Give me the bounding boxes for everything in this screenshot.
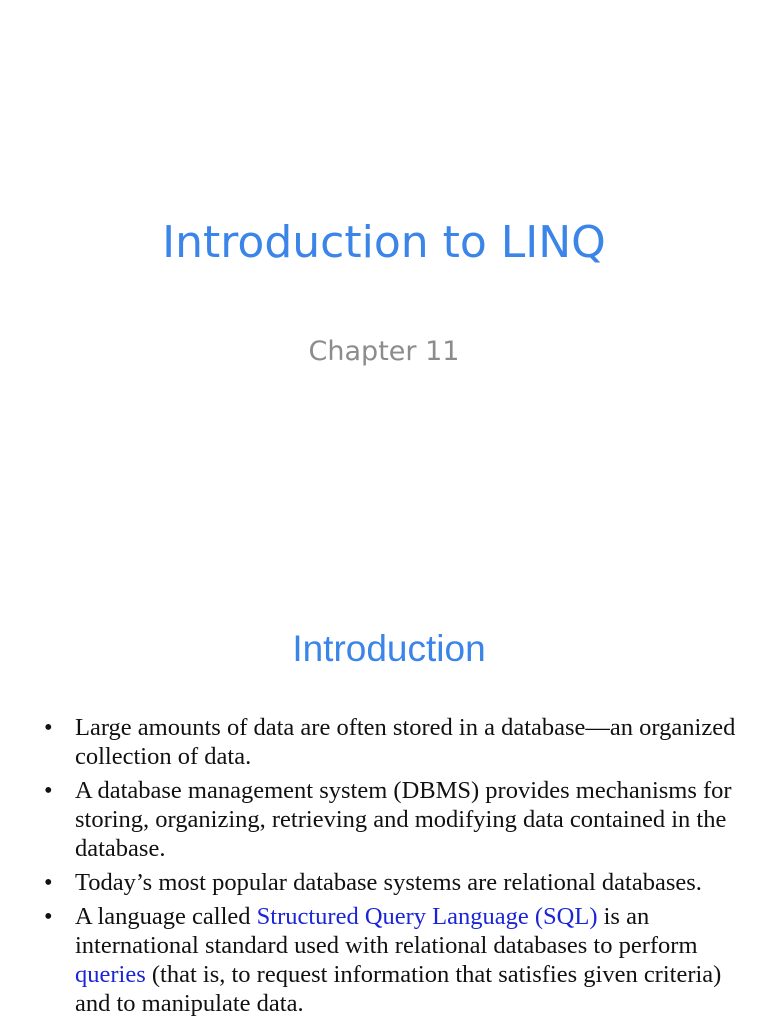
slide-subtitle: Chapter 11	[308, 336, 460, 367]
bullet-icon: •	[44, 714, 53, 741]
bullet-text: A language called	[75, 903, 257, 930]
bullet-text: Today’s most popular database systems are relational databases.	[75, 869, 702, 896]
bullet-text: is an international standard used with relational databases to perform	[75, 903, 698, 959]
queries-link[interactable]: queries	[75, 961, 146, 988]
bullet-text: A database management system (DBMS) provides mechanisms for storing, organizing, retrieving and modifying data contained in the database.	[75, 777, 732, 862]
bullet-icon: •	[44, 869, 53, 896]
bullet-text: Large amounts of data are often stored in a database—an organized collection of data.	[75, 714, 736, 770]
bullet-text: (that is, to request information that satisfies given criteria) and to manipulate data.	[75, 961, 722, 1017]
bullet-item	[44, 868, 744, 897]
sql-link[interactable]: Structured Query Language (SQL)	[256, 903, 598, 930]
section-title: Introduction	[292, 628, 486, 669]
bullet-icon: •	[44, 777, 53, 804]
bullet-list	[44, 713, 744, 1023]
bullet-item	[44, 776, 744, 863]
bullet-item	[44, 713, 744, 771]
bullet-icon: •	[44, 903, 53, 930]
slide-title: Introduction to LINQ	[162, 217, 606, 268]
bullet-item	[44, 902, 744, 1018]
